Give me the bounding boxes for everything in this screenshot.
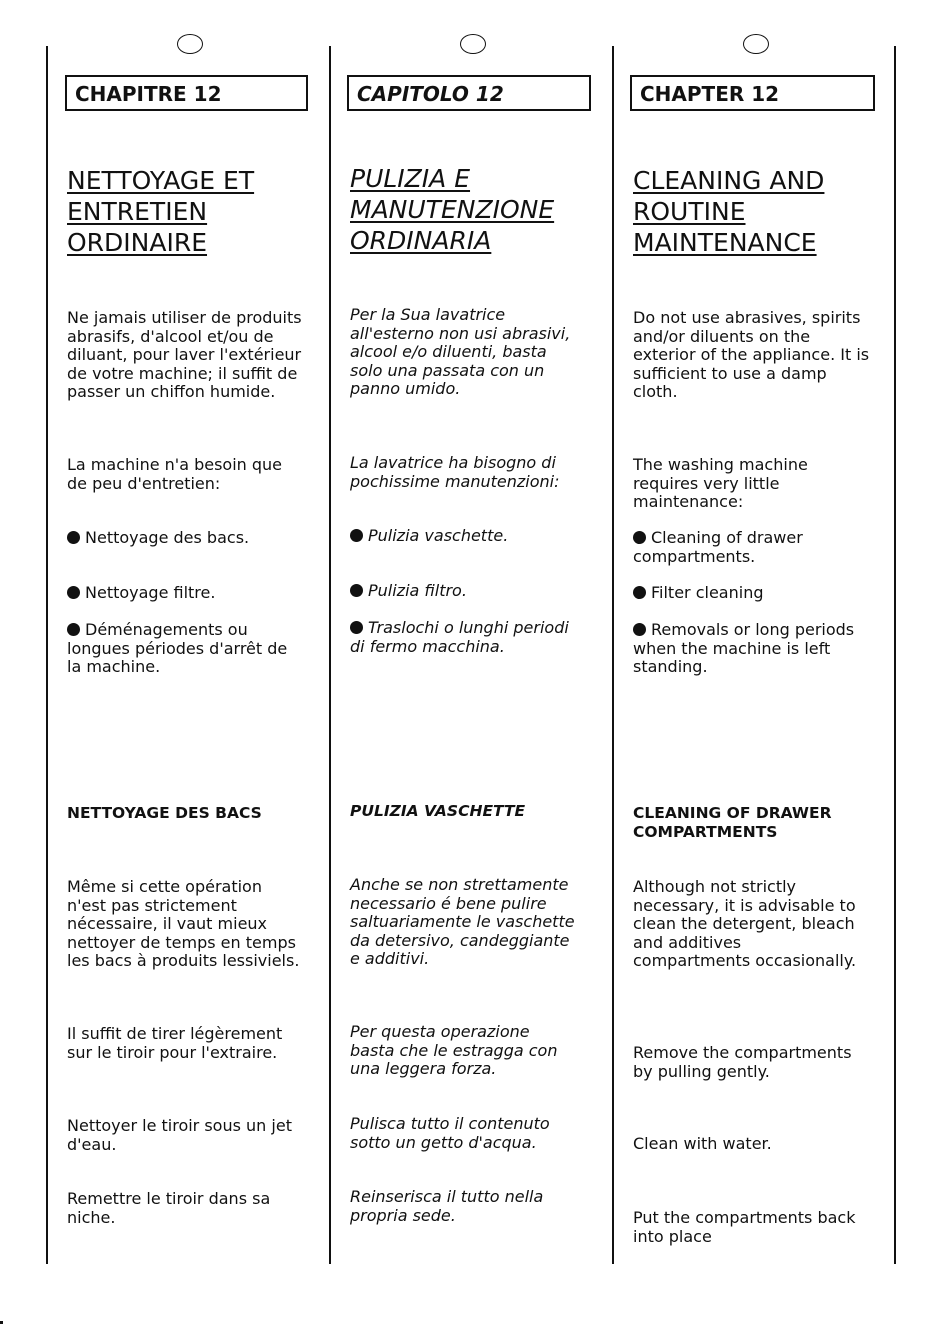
bullet-item	[67, 584, 215, 603]
bullet-text: Pulizia vaschette.	[368, 526, 509, 545]
bullet-icon	[67, 623, 80, 636]
bullet-icon	[67, 531, 80, 544]
paragraph: Clean with water.	[633, 1134, 772, 1153]
bullet-icon	[633, 531, 646, 544]
column-rule-center-right	[612, 46, 614, 1264]
section-title: PULIZIA E MANUTENZIONE ORDINARIA	[350, 164, 555, 255]
paragraph: Remettre le tiroir dans sa niche.	[67, 1189, 271, 1227]
bullet-item	[67, 621, 287, 677]
paragraph: Il suffit de tirer légèrement sur le tiroir pour l'extraire.	[67, 1024, 283, 1062]
bullet-icon	[350, 529, 363, 542]
paragraph: Pulisca tutto il contenuto sotto un getto d'acqua.	[350, 1114, 550, 1152]
chapter-heading-box: CHAPITRE 12	[65, 75, 308, 111]
bullet-text: Traslochi o lunghi periodi di fermo macchina.	[350, 618, 569, 656]
paragraph: Anche se non strettamente necessario é bene pulire saltuariamente le vaschette da detersivo, candeggiante e additivi.	[350, 875, 575, 968]
paragraph: Although not strictly necessary, it is advisable to clean the detergent, bleach and additives compartments occasionally.	[633, 877, 857, 970]
column-rule-center-left	[329, 46, 331, 1264]
column-italian	[350, 0, 605, 1324]
intro-paragraph: Ne jamais utiliser de produits abrasifs, d'alcool et/ou de diluant, pour laver l'extérieur de votre machine; il suffit de passer un chiffon humide.	[67, 308, 302, 401]
bullet-text: Nettoyage des bacs.	[85, 528, 250, 547]
column-rule-right	[894, 46, 896, 1264]
bullet-icon	[67, 586, 80, 599]
paragraph: Per questa operazione basta che le estragga con una leggera forza.	[350, 1022, 558, 1078]
bullet-item	[633, 529, 803, 566]
subsection-heading: NETTOYAGE DES BACS	[67, 804, 262, 822]
bullet-item	[350, 619, 569, 656]
bullet-item	[633, 621, 854, 677]
paragraph: Put the compartments back into place	[633, 1208, 856, 1246]
paragraph: Remove the compartments by pulling gently.	[633, 1043, 852, 1081]
bullet-text: Filter cleaning	[651, 583, 764, 602]
bullet-text: Removals or long periods when the machine is left standing.	[633, 620, 855, 676]
intro-paragraph: Per la Sua lavatrice all'esterno non usi abrasivi, alcool e/o diluenti, basta solo una passata con un panno umido.	[350, 305, 571, 398]
bullet-text: Pulizia filtro.	[368, 581, 467, 600]
intro-paragraph: Do not use abrasives, spirits and/or diluents on the exterior of the appliance. It is sufficient to use a damp cloth.	[633, 308, 870, 401]
bullet-icon	[350, 584, 363, 597]
subsection-heading: CLEANING OF DRAWER COMPARTMENTS	[633, 804, 832, 841]
bullet-text: Cleaning of drawer compartments.	[633, 528, 803, 566]
column-rule-left	[46, 46, 48, 1264]
bullet-item	[67, 529, 249, 548]
bullet-text: Déménagements ou longues périodes d'arrêt de la machine.	[67, 620, 288, 676]
bullet-icon	[633, 586, 646, 599]
maintenance-paragraph: The washing machine requires very little maintenance:	[633, 455, 808, 511]
maintenance-paragraph: La lavatrice ha bisogno di pochissime manutenzioni:	[350, 453, 560, 491]
bullet-item	[633, 584, 763, 603]
section-title: CLEANING AND ROUTINE MAINTENANCE	[633, 166, 825, 257]
bullet-text: Nettoyage filtre.	[85, 583, 216, 602]
chapter-heading-box: CAPITOLO 12	[347, 75, 591, 111]
paragraph: Même si cette opération n'est pas strictement nécessaire, il vaut mieux nettoyer de temps en temps les bacs à produits lessiviels.	[67, 877, 300, 970]
bullet-item	[350, 527, 508, 546]
subsection-heading: PULIZIA VASCHETTE	[350, 802, 526, 820]
chapter-heading-box: CHAPTER 12	[630, 75, 875, 111]
bullet-icon	[633, 623, 646, 636]
column-english	[633, 0, 888, 1324]
maintenance-paragraph: La machine n'a besoin que de peu d'entretien:	[67, 455, 283, 493]
paragraph: Reinserisca il tutto nella propria sede.	[350, 1187, 544, 1225]
paragraph: Nettoyer le tiroir sous un jet d'eau.	[67, 1116, 292, 1154]
section-title: NETTOYAGE ET ENTRETIEN ORDINAIRE	[67, 166, 255, 257]
bullet-item	[350, 582, 467, 601]
column-french	[67, 0, 322, 1324]
bullet-icon	[350, 621, 363, 634]
